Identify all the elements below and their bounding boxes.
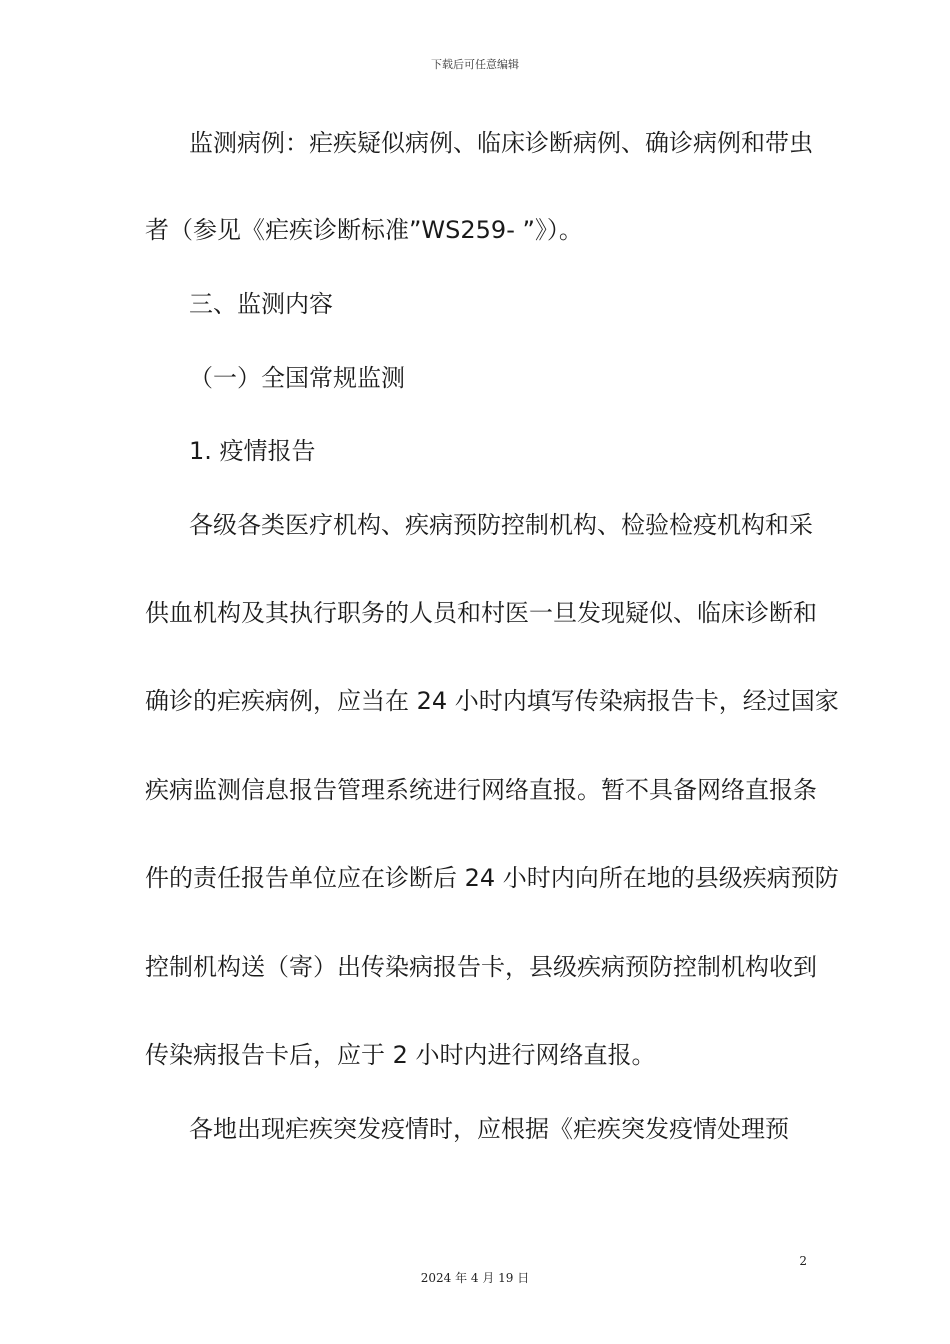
paragraph-line: 各级各类医疗机构、疾病预防控制机构、检验检疫机构和采 bbox=[189, 511, 813, 539]
paragraph-line: 供血机构及其执行职务的人员和村医一旦发现疑似、临床诊断和 bbox=[145, 599, 817, 627]
section-heading: 三、监测内容 bbox=[189, 290, 333, 318]
header-note: 下载后可任意编辑 bbox=[431, 58, 519, 71]
subsection-heading: （一）全国常规监测 bbox=[189, 364, 405, 392]
paragraph-line: 疾病监测信息报告管理系统进行网络直报。暂不具备网络直报条 bbox=[145, 776, 817, 804]
subsection-item-heading: 1. 疫情报告 bbox=[189, 437, 316, 465]
paragraph-line: 件的责任报告单位应在诊断后 24 小时内向所在地的县级疾病预防 bbox=[145, 864, 839, 892]
page-number: 2 bbox=[799, 1254, 807, 1268]
paragraph-line: 传染病报告卡后，应于 2 小时内进行网络直报。 bbox=[145, 1041, 656, 1069]
paragraph-line: 各地出现疟疾突发疫情时，应根据《疟疾突发疫情处理预 bbox=[189, 1115, 789, 1143]
paragraph-line: 确诊的疟疾病例，应当在 24 小时内填写传染病报告卡，经过国家 bbox=[145, 687, 839, 715]
paragraph-line: 监测病例：疟疾疑似病例、临床诊断病例、确诊病例和带虫 bbox=[189, 129, 813, 157]
paragraph-line: 控制机构送（寄）出传染病报告卡，县级疾病预防控制机构收到 bbox=[145, 953, 817, 981]
paragraph-line: 者（参见《疟疾诊断标准”WS259- ”》）。 bbox=[145, 216, 583, 244]
footer-date: 2024 年 4 月 19 日 bbox=[420, 1271, 530, 1285]
